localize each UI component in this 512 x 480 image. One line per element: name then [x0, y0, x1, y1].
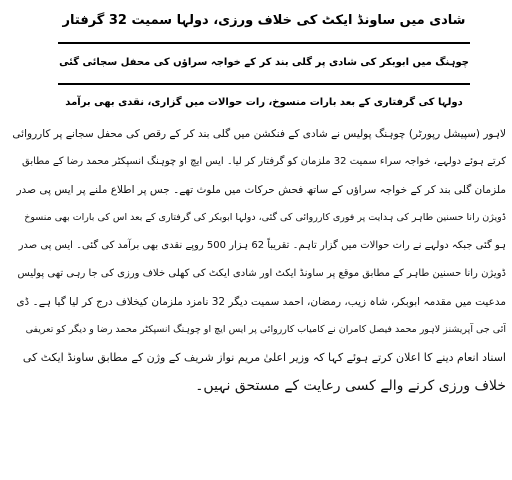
article-line: خلاف ورزی کرنے والے کسی رعایت کے مستحق نہیں۔ — [195, 378, 506, 394]
headline-divider — [58, 83, 470, 85]
sub-headline: چوہنگ میں ابوبکر کی شادی پر گلی بند کر کے خواجہ سراؤں کی محفل سجائی گئی — [59, 57, 469, 68]
article-line: مدعیت میں مقدمہ ابوبکر، شاہ زیب، رمضان، احمد سمیت دیگر 32 نامزد ملزمان کیخلاف درج کر لیا گیا ہے۔ ڈی — [16, 296, 506, 308]
article-line: ڈویژن رانا حسنین طاہر کی ہدایت پر فوری کارروائی کی گئی، دولہا ابوبکر کی گرفتاری کے بعد اس کی بارات بھی منسوخ — [24, 212, 506, 223]
article-line: ہو گئی جبکہ دولہے نے رات حوالات میں گزار تاہم۔ تقریباً 62 ہزار 500 روپے نقدی بھی برآمد کی گئی۔ ایس پی صدر — [18, 240, 506, 251]
article-line: کرتے ہوئے دولہے، خواجہ سراء سمیت 32 ملزمان کو گرفتار کر لیا۔ ایس ایچ او چوہنگ انسپکٹر محمد رضا کے مطابق — [21, 156, 506, 167]
article-body — [4, 120, 506, 400]
article-line: ملزمان گلی بند کر کے خواجہ سراؤں کے ساتھ فحش حرکات میں ملوث تھے۔ جس پر اطلاع ملنے پر ایس پی صدر — [16, 184, 506, 196]
headline-divider — [58, 42, 470, 44]
article-line: لاہور (سپیشل رپورٹر) چوہنگ پولیس نے شادی کے فنکشن میں گلی بند کر کے رقص کی محفل سجانے پر کارروائی — [12, 128, 506, 140]
article-line: ڈویژن رانا حسنین طاہر کے مطابق موقع پر ساونڈ ایکٹ اور شادی ایکٹ کی کھلی خلاف ورزی کی جا رہی تھی پولیس — [17, 268, 506, 279]
article-line: آئی جی آپریشنز لاہور محمد فیصل کامران نے کامیاب کارروائی پر ایس ایچ او چوہنگ انسپکٹر محمد رضا و دیگر کو تعریفی — [25, 324, 506, 335]
main-headline: شادی میں ساونڈ ایکٹ کی خلاف ورزی، دولہا سمیت 32 گرفتار — [62, 13, 466, 28]
sub-headline: دولہا کی گرفتاری کے بعد بارات منسوخ، رات حوالات میں گزاری، نقدی بھی برآمد — [65, 97, 463, 108]
article-line: اسناد انعام دینے کا اعلان کرتے ہوئے کہا کہ وزیر اعلیٰ مریم نواز شریف کے وژن کے مطابق ساونڈ ایکٹ کی — [22, 351, 506, 364]
